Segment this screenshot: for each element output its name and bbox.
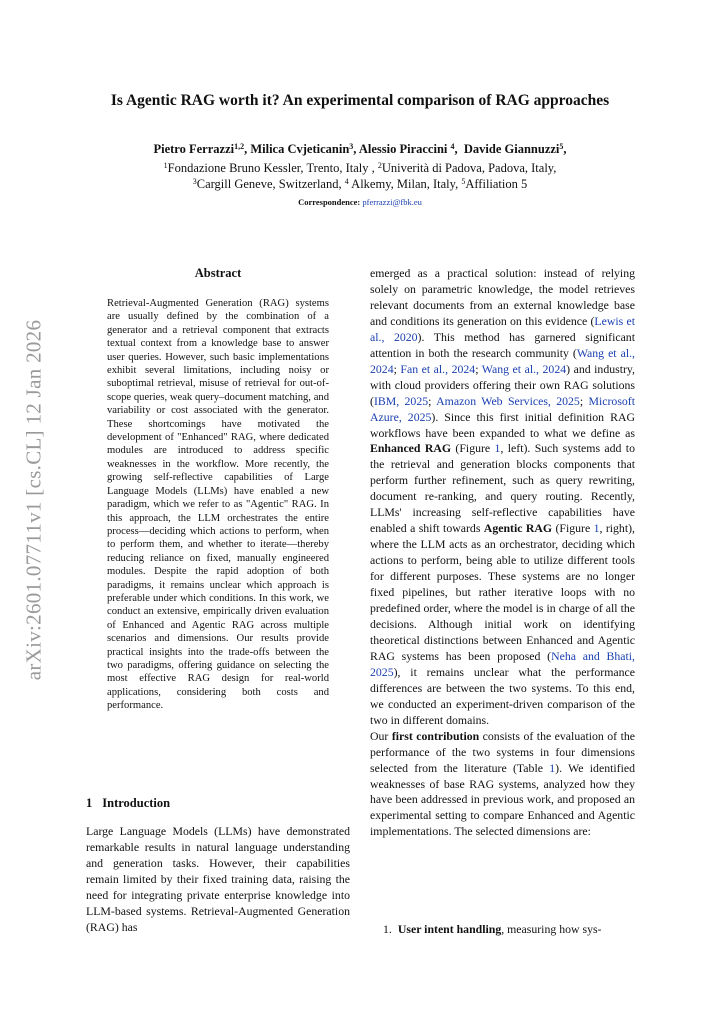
paragraph-first-contribution: Our first contribution consists of the evaluation of the performance of the two systems in four dimensions selected from the literature (Table 1). We identified weaknesses of base RAG systems, analyzed how they have been addressed in previous work, and proposed an experimental setting to compare Enhanced and Agentic implementations. The selected dimensions are: (370, 728, 635, 839)
list-item-bold: User intent handling (397, 922, 502, 936)
arxiv-identifier-text: arXiv:2601.07711v1 [cs.CL] 12 Jan 2026 (21, 319, 46, 681)
citation-link[interactable]: Amazon Web Services, 2025 (436, 393, 580, 408)
citation-link[interactable]: Wang et al., 2024 (481, 361, 567, 376)
term-agentic-rag: Agentic RAG (483, 521, 553, 536)
citation-link[interactable]: Microsoft Azure, 2025 (370, 393, 636, 424)
paper-title: Is Agentic RAG worth it? An experimental comparison of RAG approaches (110, 92, 610, 109)
citation-link[interactable]: Neha and Bhati, 2025 (370, 648, 635, 679)
table-reference-link[interactable]: 1 (549, 760, 556, 775)
correspondence-label: Correspondence: (298, 197, 361, 207)
list-number: 1. (383, 922, 392, 936)
list-item-user-intent (383, 922, 635, 937)
introduction-heading (86, 796, 170, 811)
citation-link[interactable]: Lewis et al., 2020 (370, 313, 635, 344)
figure-reference-link[interactable]: 1 (593, 521, 600, 536)
author-list: Pietro Ferrazzi$^{1,2}$, Milica Cvjeticanin$^3$, Alessio Piraccini $^4$, Davide Giannuzzi$^5$, (153, 142, 567, 156)
introduction-paragraph: Large Language Models (LLMs) have demonstrated remarkable results in natural language understanding and generation tasks. However, their capabilities remain limited by their fixed training data, raising the need for integrating private enterprise knowledge into LLM-based systems. Retrieval-Augmented Generation (RAG) has (86, 824, 350, 934)
section-title: Introduction (102, 796, 171, 810)
correspondence (60, 197, 660, 207)
section-number: 1 (86, 796, 93, 810)
term-first-contribution: first contribution (391, 728, 480, 743)
figure-reference-link[interactable]: 1 (494, 441, 501, 456)
abstract-heading: Abstract (194, 266, 242, 280)
abstract-body: Retrieval-Augmented Generation (RAG) systems are usually defined by the combination of a generator and a retrieval component that extracts textual context from a knowledge base to answer user queries. However, such basic implementations exhibit several limitations, including noisy or suboptimal retrieval, misuse of retrieval for out-of-scope queries, weak query–document matching, and variability or cost associated with the generator. These shortcomings have motivated the development of "Enhanced" RAG, where dedicated modules are introduced to address specific weaknesses in the workflow. More recently, the growing self-reflective capabilities of Large Language Models (LLMs) have enabled a new paradigm, which we refer to as "Agentic" RAG. In this approach, the LLM orchestrates the entire process—deciding which actions to perform, when to perform them, and whether to iterate—thereby reducing reliance on fixed, manually engineered modules. Despite the rapid adoption of both paradigms, it remains unclear which approach is preferable under which conditions. In this work, we conduct an extensive, empirically driven evaluation of Enhanced and Agentic RAG across multiple scenarios and dimensions. Our results provide practical insights into the trade-offs between the two paradigms, offering guidance on selecting the most effective RAG design for real-world applications, considering both costs and performance. (107, 298, 329, 712)
list-item-rest: , measuring how sys- (501, 922, 602, 936)
paragraph-rag-background: emerged as a practical solution: instead of relying solely on parametric knowledge, the model retrieves relevant documents from an external knowledge base and conditions its generation on this evidence (Lewis et al., 2020). This method has garnered significant attention in both the research community (Wang et al., 2024; Fan et al., 2024; Wang et al., 2024) and industry, with cloud providers offering their own RAG solutions (IBM, 2025; Amazon Web Services, 2025; Microsoft Azure, 2025). Since this first initial definition RAG workflows have been expanded to what we define as Enhanced RAG (Figure 1, left). Such systems add to the retrieval and generation blocks components that perform further refinement, such as query rewriting, document re-ranking, and query routing. Recently, LLMs' increasing self-reflective capabilities have enabled a shift towards Agentic RAG (Figure 1, right), where the LLM acts as an orchestrator, deciding which actions to perform, being able to utilize different tools for different purposes. These systems are no longer fixed pipelines, but rather iterative loops with no predefined order, where the model is in charge of all the decisions. Although initial work on identifying theoretical distinctions between Enhanced and Agentic RAG systems has been proposed (Neha and Bhati, 2025), it remains unclear what the performance differences are between the two systems. To this end, we conducted an experiment-driven comparison of the two in different domains. (370, 266, 636, 727)
right-column-text (370, 266, 635, 840)
term-enhanced-rag: Enhanced RAG (370, 441, 452, 456)
affiliations-line-2: $^3$Cargill Geneve, Switzerland, $^4$ Alkemy, Milan, Italy, $^5$Affiliation 5 (192, 177, 528, 191)
arxiv-identifier-stamp (14, 300, 54, 700)
affiliations-line-1: $^1$Fondazione Bruno Kessler, Trento, Italy , $^2$Univerità di Padova, Padova, Italy, (163, 161, 557, 175)
citation-link[interactable]: Fan et al., 2024 (400, 361, 476, 376)
citation-link[interactable]: IBM, 2025 (373, 393, 429, 408)
citation-link[interactable]: Wang et al., 2024 (370, 345, 636, 376)
correspondence-email[interactable]: pferrazzi@fbk.eu (362, 197, 422, 207)
